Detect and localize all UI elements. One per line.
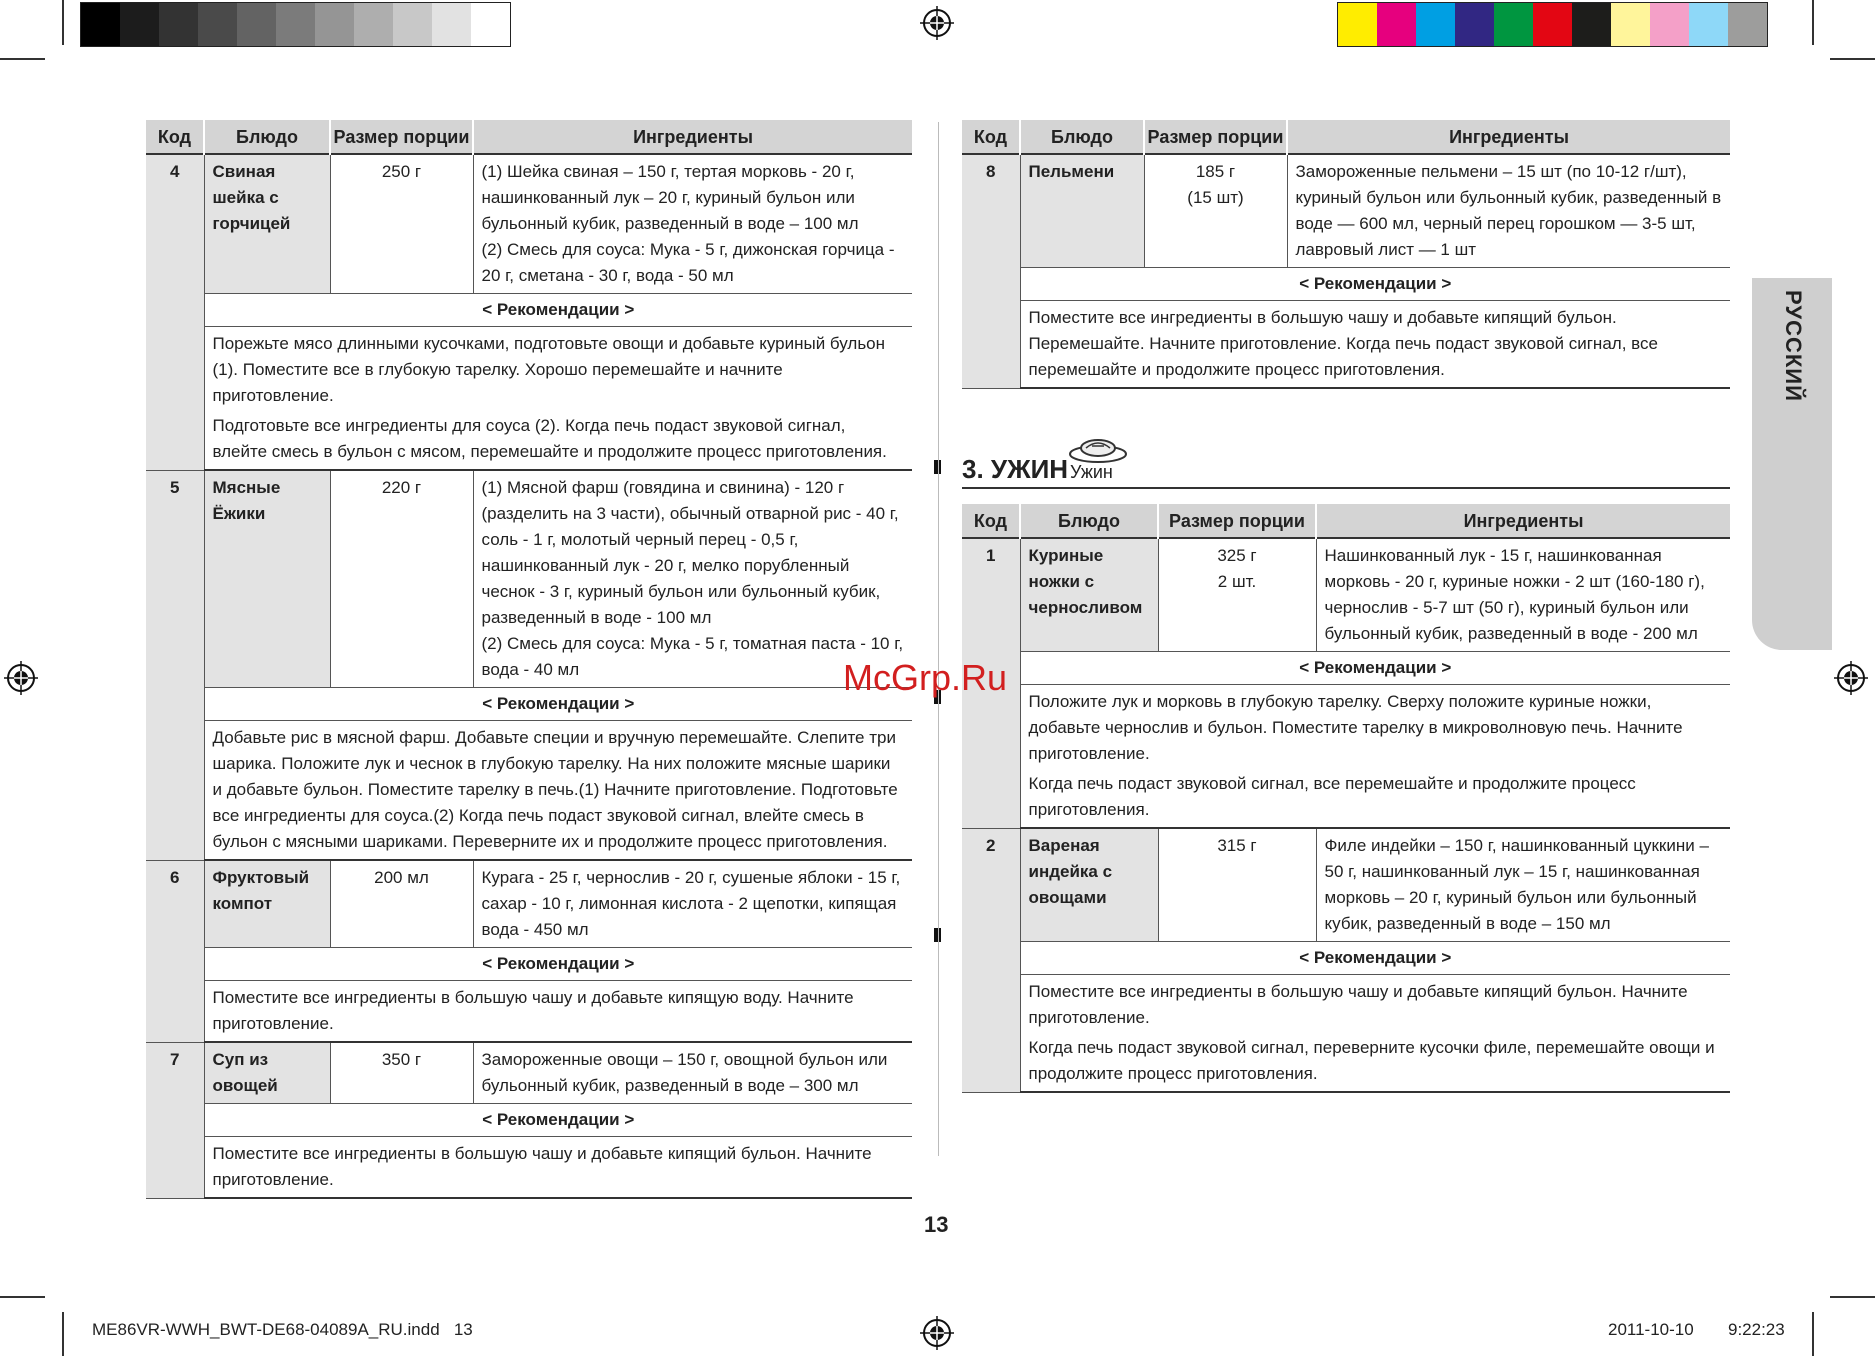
recipe-code: 8 bbox=[962, 154, 1020, 388]
recommendations-row bbox=[962, 685, 1730, 829]
recipe-dish: Мясные Ёжики bbox=[204, 470, 330, 688]
section-subtitle: Ужин bbox=[1070, 462, 1113, 482]
recommendations-header-row bbox=[962, 268, 1730, 301]
crop-mark bbox=[1812, 0, 1814, 45]
gray-swatch bbox=[237, 3, 276, 46]
recommendations-row bbox=[962, 301, 1730, 389]
color-swatch bbox=[1611, 3, 1650, 46]
recipe-ingredients: Замороженные овощи – 150 г, овощной бульон или бульонный кубик, разведенный в воде – 300 мл bbox=[473, 1042, 912, 1104]
recipe-portion-size: 185 г (15 шт) bbox=[1144, 154, 1287, 268]
recommendations-row bbox=[146, 721, 912, 861]
color-swatch bbox=[1494, 3, 1533, 46]
recipe-dish: Пельмени bbox=[1020, 154, 1144, 268]
gray-swatch bbox=[393, 3, 432, 46]
recommendations-label: < Рекомендации > bbox=[204, 1104, 912, 1137]
header-code: Код bbox=[962, 504, 1020, 538]
crop-mark bbox=[0, 58, 45, 60]
recommendations-header-row bbox=[962, 942, 1730, 975]
section-heading bbox=[962, 432, 1730, 489]
recipe-ingredients: (1) Шейка свиная – 150 г, тертая морковь - 20 г, нашинкованный лук – 20 г, куриный бульон или бульонный кубик, разведенный в воде – 100 мл (2) Смесь для соуса: Мука - 5 г, дижонская горчица - 20 г, сметана - 30 г, вода - 50 мл bbox=[473, 154, 912, 294]
header-size: Размер порции bbox=[1158, 504, 1316, 538]
recipe-portion-size: 315 г bbox=[1158, 828, 1316, 942]
header-dish: Блюдо bbox=[1020, 504, 1158, 538]
footer-date: 2011-10-10 bbox=[1608, 1320, 1694, 1339]
recipe-dish: Фруктовый компот bbox=[204, 860, 330, 948]
recommendation-paragraph: Когда печь подаст звуковой сигнал, переверните кусочки филе, перемешайте овощи и продолжите процесс приготовления. bbox=[1028, 1038, 1715, 1083]
color-swatch bbox=[1689, 3, 1728, 46]
table-header-row bbox=[146, 120, 912, 154]
recipe-code: 2 bbox=[962, 828, 1020, 1092]
header-ingredients: Ингредиенты bbox=[473, 120, 912, 154]
color-swatch bbox=[1338, 3, 1377, 46]
recipe-row bbox=[146, 1042, 912, 1104]
language-tab bbox=[1752, 278, 1832, 650]
grayscale-calibration-bar bbox=[80, 2, 511, 47]
recommendations-header-row bbox=[146, 1104, 912, 1137]
color-swatch bbox=[1377, 3, 1416, 46]
gray-swatch bbox=[315, 3, 354, 46]
recipe-portion-size: 325 г 2 шт. bbox=[1158, 538, 1316, 652]
recommendation-paragraph: Порежьте мясо длинными кусочками, подготовьте овощи и добавьте куриный бульон (1). Поместите все в глубокую тарелку. Хорошо перемешайте и начните приготовление. bbox=[212, 334, 886, 405]
gray-swatch bbox=[471, 3, 510, 46]
recommendations-label: < Рекомендации > bbox=[1020, 268, 1730, 301]
recommendations-row bbox=[146, 327, 912, 471]
recipe-portion-size: 220 г bbox=[330, 470, 473, 688]
recommendation-paragraph: Поместите все ингредиенты в большую чашу и добавьте кипящий бульон. Начните приготовление. bbox=[212, 1144, 872, 1189]
recipe-ingredients: Замороженные пельмени – 15 шт (по 10-12 г/шт), куриный бульон или бульонный кубик, разведенный в воде — 600 мл, черный перец горошком — 3-5 шт, лавровый лист — 1 шт bbox=[1287, 154, 1730, 268]
dinner-plate-icon bbox=[1068, 432, 1128, 464]
recipe-row bbox=[146, 470, 912, 688]
recommendations-text bbox=[1020, 685, 1730, 829]
recommendations-header-row bbox=[962, 652, 1730, 685]
recipe-row bbox=[146, 860, 912, 948]
recipe-table-left bbox=[146, 120, 912, 1199]
recommendations-text bbox=[1020, 301, 1730, 389]
gray-swatch bbox=[198, 3, 237, 46]
recipe-row bbox=[146, 154, 912, 294]
recipe-ingredients: Нашинкованный лук - 15 г, нашинкованная морковь - 20 г, куриные ножки - 2 шт (160-180 г), чернослив - 5-7 шт (50 г), куриный бульон или бульонный кубик, разведенный в воде - 200 мл bbox=[1316, 538, 1730, 652]
color-swatch bbox=[1728, 3, 1767, 46]
color-swatch bbox=[1650, 3, 1689, 46]
language-tab-label: РУССКИЙ bbox=[1781, 290, 1806, 402]
gray-swatch bbox=[159, 3, 198, 46]
recommendations-label: < Рекомендации > bbox=[1020, 942, 1730, 975]
recipe-dish: Куриные ножки с черносливом bbox=[1020, 538, 1158, 652]
recommendations-text bbox=[1020, 975, 1730, 1093]
header-code: Код bbox=[962, 120, 1020, 154]
recipe-code: 1 bbox=[962, 538, 1020, 828]
recommendations-text bbox=[204, 327, 912, 471]
gray-swatch bbox=[120, 3, 159, 46]
gray-swatch bbox=[276, 3, 315, 46]
header-ingredients: Ингредиенты bbox=[1316, 504, 1730, 538]
recommendations-header-row bbox=[146, 948, 912, 981]
header-code: Код bbox=[146, 120, 204, 154]
recommendations-header-row bbox=[146, 294, 912, 327]
recipe-ingredients: (1) Мясной фарш (говядина и свинина) - 120 г (разделить на 3 части), обычный отварной рис - 40 г, соль - 1 г, молотый черный перец - 0,5 г, нашинкованный лук - 20 г, мелко порубленный чеснок - 3 г, куриный бульон или бульонный кубик, разведенный в воде - 100 мл (2) Смесь для соуса: Мука - 5 г, томатная паста - 10 г, вода - 40 мл bbox=[473, 470, 912, 688]
recipe-dish: Свиная шейка с горчицей bbox=[204, 154, 330, 294]
recommendations-label: < Рекомендации > bbox=[204, 688, 912, 721]
footer-filename: ME86VR-WWH_BWT-DE68-04089A_RU.indd 13 bbox=[92, 1320, 473, 1339]
crop-mark bbox=[62, 0, 64, 45]
registration-mark-icon bbox=[920, 6, 954, 40]
recommendation-paragraph: Когда печь подаст звуковой сигнал, все перемешайте и продолжите процесс приготовления. bbox=[1028, 774, 1636, 819]
gray-swatch bbox=[354, 3, 393, 46]
gray-swatch bbox=[432, 3, 471, 46]
crop-mark bbox=[62, 1312, 64, 1356]
recommendations-label: < Рекомендации > bbox=[1020, 652, 1730, 685]
recipe-dish: Вареная индейка с овощами bbox=[1020, 828, 1158, 942]
recipe-code: 6 bbox=[146, 860, 204, 1042]
recommendations-label: < Рекомендации > bbox=[204, 948, 912, 981]
recipe-row bbox=[962, 154, 1730, 268]
recipe-code: 5 bbox=[146, 470, 204, 860]
registration-mark-icon bbox=[920, 1316, 954, 1350]
page-number: 13 bbox=[924, 1212, 949, 1237]
footer-time: 9:22:23 bbox=[1728, 1320, 1785, 1339]
color-calibration-bar bbox=[1337, 2, 1768, 47]
header-ingredients: Ингредиенты bbox=[1287, 120, 1730, 154]
recommendations-header-row bbox=[146, 688, 912, 721]
crop-mark bbox=[0, 1296, 45, 1298]
recommendations-row bbox=[962, 975, 1730, 1093]
recommendation-paragraph: Подготовьте все ингредиенты для соуса (2). Когда печь подаст звуковой сигнал, влейте смесь в бульон с мясом, перемешайте и продолжите процесс приготовления. bbox=[212, 416, 887, 461]
recipe-code: 4 bbox=[146, 154, 204, 470]
table-header-row bbox=[962, 120, 1730, 154]
table-header-row bbox=[962, 504, 1730, 538]
crop-mark bbox=[1830, 1296, 1875, 1298]
header-size: Размер порции bbox=[330, 120, 473, 154]
recommendation-paragraph: Поместите все ингредиенты в большую чашу и добавьте кипящую воду. Начните приготовление. bbox=[212, 988, 854, 1033]
header-size: Размер порции bbox=[1144, 120, 1287, 154]
registration-mark-icon bbox=[4, 661, 38, 695]
color-swatch bbox=[1533, 3, 1572, 46]
recipe-ingredients: Курага - 25 г, чернослив - 20 г, сушеные яблоки - 15 г, сахар - 10 г, лимонная кислота - 2 щепотки, кипящая вода - 450 мл bbox=[473, 860, 912, 948]
recommendation-paragraph: Положите лук и морковь в глубокую тарелку. Сверху положите куриные ножки, добавьте чернослив и бульон. Поместите тарелку в микроволновую печь. Начните приготовление. bbox=[1028, 692, 1683, 763]
recipe-code: 7 bbox=[146, 1042, 204, 1198]
crop-mark bbox=[1830, 58, 1875, 60]
gray-swatch bbox=[81, 3, 120, 46]
watermark: McGrp.Ru bbox=[843, 657, 1008, 698]
recipe-table-right-bottom bbox=[962, 504, 1730, 1093]
center-line bbox=[938, 122, 939, 1156]
color-swatch bbox=[1572, 3, 1611, 46]
recommendations-text bbox=[204, 721, 912, 861]
color-swatch bbox=[1455, 3, 1494, 46]
header-dish: Блюдо bbox=[204, 120, 330, 154]
recommendation-paragraph: Поместите все ингредиенты в большую чашу и добавьте кипящий бульон. Перемешайте. Начните приготовление. Когда печь подаст звуковой сигнал, все перемешайте и продолжите процесс приготовления. bbox=[1028, 308, 1658, 379]
registration-mark-icon bbox=[1834, 661, 1868, 695]
recipe-portion-size: 250 г bbox=[330, 154, 473, 294]
recipe-dish: Суп из овощей bbox=[204, 1042, 330, 1104]
recommendations-row bbox=[146, 981, 912, 1043]
recipe-row bbox=[962, 828, 1730, 942]
crop-mark bbox=[1812, 1312, 1814, 1356]
recipe-row bbox=[962, 538, 1730, 652]
header-dish: Блюдо bbox=[1020, 120, 1144, 154]
recipe-ingredients: Филе индейки – 150 г, нашинкованный цуккини – 50 г, нашинкованный лук – 15 г, нашинкованная морковь – 20 г, куриный бульон или бульонный кубик, разведенный в воде – 150 мл bbox=[1316, 828, 1730, 942]
recipe-table-right-top bbox=[962, 120, 1730, 389]
recipe-portion-size: 350 г bbox=[330, 1042, 473, 1104]
recommendations-label: < Рекомендации > bbox=[204, 294, 912, 327]
recommendations-row bbox=[146, 1137, 912, 1199]
recommendations-text bbox=[204, 981, 912, 1043]
recipe-portion-size: 200 мл bbox=[330, 860, 473, 948]
color-swatch bbox=[1416, 3, 1455, 46]
recommendations-text bbox=[204, 1137, 912, 1199]
recommendation-paragraph: Добавьте рис в мясной фарш. Добавьте специи и вручную перемешайте. Слепите три шарика. Положите лук и чеснок в глубокую тарелку. На них положите мясные шарики и добавьте бульон. Поместите тарелку в печь.(1) Начните приготовление. Подготовьте все ингредиенты для соуса.(2) Когда печь подаст звуковой сигнал, влейте смесь в бульон с мясными шариками. Переверните их и продолжите процесс приготовления. bbox=[212, 728, 898, 851]
recommendation-paragraph: Поместите все ингредиенты в большую чашу и добавьте кипящий бульон. Начните приготовление. bbox=[1028, 982, 1688, 1027]
section-number-title: 3. УЖИН bbox=[962, 454, 1069, 484]
